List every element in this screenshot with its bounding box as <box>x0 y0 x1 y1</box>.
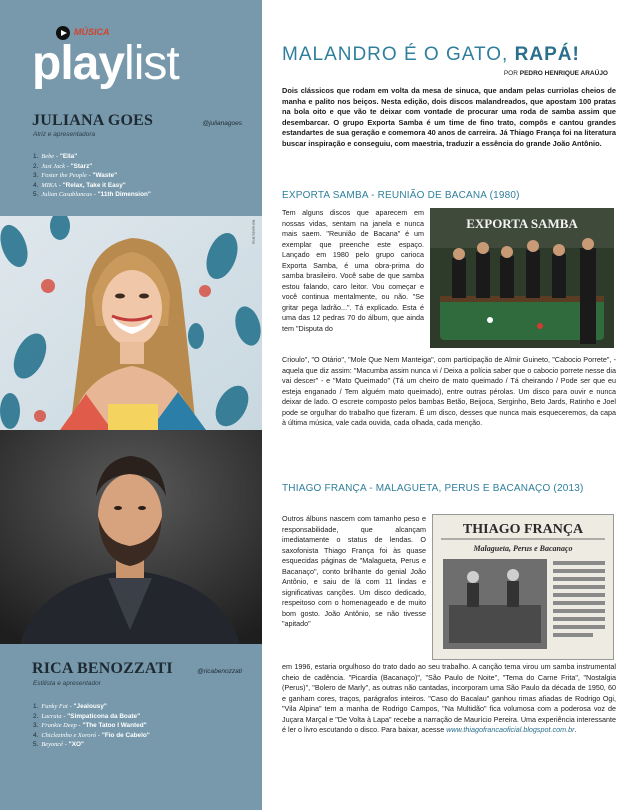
track-item: 1. Funky Fat - "Jealousy" <box>33 703 107 710</box>
track-item: 5. Julian Casablancas - "11th Dimension" <box>33 191 151 198</box>
tracklist-2 <box>33 702 150 750</box>
album-cover-thiago-franca <box>432 514 614 660</box>
photo-credit: fernanda lima <box>251 219 256 244</box>
blog-link[interactable]: www.thiagofrancaoficial.blogspot.com.br <box>446 725 575 735</box>
photo-rica-benozzati <box>0 430 262 644</box>
person-name-2: RICA BENOZZATI <box>32 660 173 677</box>
section-title-1: EXPORTA SAMBA - REUNIÃO DE BACANA (1980) <box>282 190 520 201</box>
track-item: 2. Lacraia - "Simpaticona da Boate" <box>33 712 141 720</box>
person-name-1: JULIANA GOES <box>32 112 154 129</box>
cover-subtitle-2: Malagueta, Perus e Bacanaço <box>473 544 573 553</box>
track-item: 3. Frankie Deep - "The Tatoo I Wanted" <box>33 722 147 729</box>
article-byline: POR PEDRO HENRIQUE ARAÚJO <box>503 70 608 77</box>
cover-title-1: EXPORTA SAMBA <box>466 216 578 231</box>
section-text-1a: Tem alguns discos que aparecem em nossas vidas, sentam na janela e nunca mais saem. "Reunião de Bacana" é um exemplar que preenche este espaço. Lançado em 1980 pelo grupo carioca Exporta Samba, é uma obra-prima do samba brasileiro. Você sabe de que samba estou falando, caro leitor. Vou começar e você continua mentalmente, ou não. "Se gritar pega ladrão...". Tá explicado. Esta é uma das 12 pedras 70 do álbum, que ainda tem "Disputa do <box>282 208 424 334</box>
article <box>262 0 628 810</box>
track-item: 5. Beyoncé - "XO" <box>33 741 84 748</box>
track-item: 4. Chiclezinho e Xororó - "Fio de Cabelo" <box>33 731 150 739</box>
cover-title-2: THIAGO FRANÇA <box>462 522 584 537</box>
track-item: 2. Just Jack - "Starz" <box>33 162 93 170</box>
section-label: MÚSICA <box>74 27 110 37</box>
section-text-2b: em 1996, estaria orgulhoso do trato dado ao seu trabalho. A canção tema virou um samba instrumental cheio de cadência. "Picardia (Bacanaço)", "São Paulo de Noite", "Tema do Carne Frita", "Nostalgia (Perus)", "Bolero de Marly", as outras não cantadas, incorporam uma São Paulo da década de 1950, 60 e ganham cores, traços, parágrafos inteiros. "Caso do Bacalau" ganhou rimas afiadas de Rodrigo Ogi, "Vila Alpina" tem a manha de Rodrigo Campos, "Na Multidão" fica volumosa com a poderosa voz de Juçara Marçal e "De Volta à Lapa" recebe a narração de Maurício Pereira. Uma experiência interessante é ler o livro escutando o disco. Para baixar, acesse www.thiagofrancaoficial.blogspot.com.br. <box>282 662 616 735</box>
tracklist-1 <box>33 152 151 200</box>
article-headline: MALANDRO É O GATO, RAPÁ! <box>282 44 580 65</box>
section-text-1b: Crioulo", "O Otário", "Mole Que Nem Manteiga", com participação de Almir Guineto, "Cabocio Porrete", - aquela que diz assim: "Macumba assim nunca vi / Deixa a polícia saber que o cabocio porrete nesse dia vai descer" - e "Mato Queimado" (Tá um cheiro de mato queimado / Tá cheirando / Pode ser que eu esteja enganado / Tem alguém mato queimado), entre outras pérolas. Um disco para ouvir e nunca deixar de lado. O escrete composto pelos bambas Betão, Beijoca, Serginho, Beto Jards, Ratinho e Joel pode se orgulhar do trabalho que fizeram. É um disco, desses que nunca mais esqueceremos, da capa à última música, vale cada ouvida, cada olhada, cada menção. <box>282 355 616 428</box>
person-role-2: Estilista e apresentador <box>33 680 101 687</box>
section-text-2a: Outros álbuns nascem com tamanho peso e responsabilidade, que alcançam imediatamente o status de lendas. O saxofonista Thiago França foi às quase esquecidas páginas de "Malagueta, Perus e Bacanaço", conto brilhante do genial João Antônio, e saiu de lá com 11 lindas e significativas canções. Um disco dedicado, respeitoso com o homenageado e de muito bom gosto. João Antônio, se não tivesse "apitado" <box>282 514 426 629</box>
article-lead: Dois clássicos que rodam em volta da mesa de sinuca, que andam pelas curriolas cheios de manha e palito nos beiços. Nesta edição, dois discos malandreados, que apostam 100 pratas na bola oito e que vão te deixar com vontade de procurar uma roda de samba assim que desembarcar. O grupo Exporta Samba é um time de fino trato, compôs e cantou grandes estandartes de sua geração e comemora 40 anos de carreira. Já Thiago França foi na literatura buscar inspiração e conseguiu, com maestria, traduzir a essência do grande João Antônio. <box>282 86 616 148</box>
album-cover-exporta-samba <box>430 208 614 348</box>
track-item: 1. Bebe - "Ella" <box>33 153 78 160</box>
track-item: 3. Foster the People - "Waste" <box>33 172 118 179</box>
playlist-sidebar <box>0 0 262 810</box>
track-item: 4. MIKA - "Relax, Take it Easy" <box>33 181 126 189</box>
photo-juliana-goes <box>0 216 262 430</box>
person-role-1: Atriz e apresentadora <box>33 131 96 138</box>
section-title-2: THIAGO FRANÇA - MALAGUETA, PERUS E BACANAÇO (2013) <box>282 483 584 494</box>
playlist-brand: playlist <box>32 37 179 90</box>
person-handle-2[interactable]: @ricabenozzati <box>197 668 242 675</box>
person-handle-1[interactable]: @julianagoes <box>202 120 242 127</box>
